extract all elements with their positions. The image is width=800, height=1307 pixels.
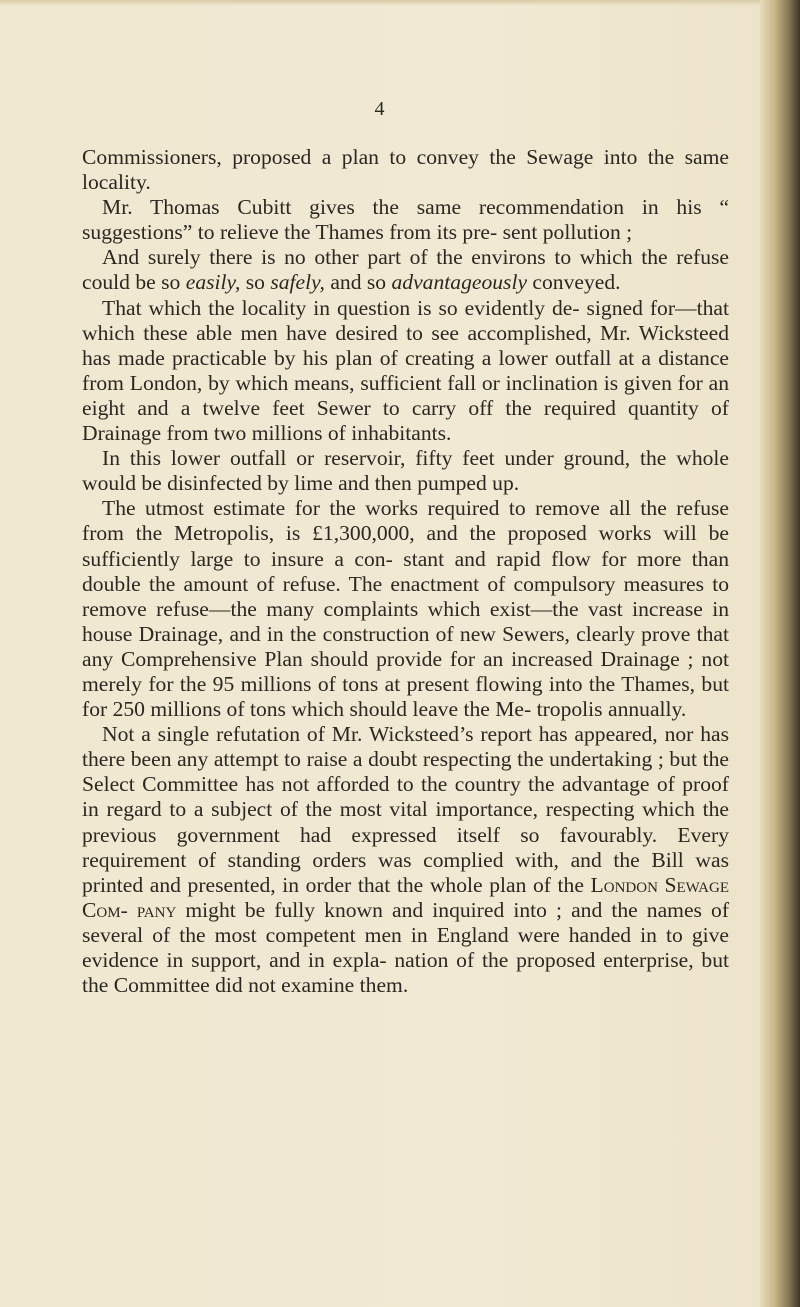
page-number: 4 [374,98,386,120]
paragraph-3-text-b: so [240,270,271,295]
page-top-edge [0,0,800,6]
emphasis-easily: easily, [185,270,241,295]
paragraph-4: That which the locality in question is so evidently de- signed for—that which these able men have desired to see accomplished, Mr. Wicksteed has made practicable by his plan of creating a lower outfall at a distance from London, by which means, sufficient fall or inclination is given for an eight and a twelve feet Sewer to carry off the required quantity of Drainage from two millions of inhabitants. [82,295,729,446]
paragraph-3 [82,245,729,295]
paragraph-7-text-b: might be fully known and inquired into ; and the names of several of the most competent men in England were handed in to give evidence in support, and in expla- nation of the proposed enterprise, but the Committee did not examine them. [82,897,730,998]
body-text [82,145,729,998]
emphasis-safely: safely, [270,270,325,295]
paragraph-7-text-a: Not a single refutation of Mr. Wicksteed’s report has appeared, nor has there been any attempt to raise a doubt respecting the undertaking ; but the Select Committee has not afforded to the country the advantage of proof in regard to a subject of the most vital importance, respecting which the previous government had expressed itself so favourably. Every requirement of standing orders was complied with, and the Bill was printed and presented, in order that the whole plan of the [82,722,729,897]
paragraph-3-text-c: and so [324,270,392,295]
paragraph-3-text-d: conveyed. [527,270,621,295]
paragraph-6: The utmost estimate for the works required to remove all the refuse from the Metropolis, is £1,300,000, and the proposed works will be sufficiently large to insure a con- stant and rapid flow for more than double the amount of refuse. The enactment of compulsory measures to remove refuse—the many complaints which exist—the vast increase in house Drainage, and in the construction of new Sewers, clearly prove that any Comprehensive Plan should provide for an increased Drainage ; not merely for the 95 millions of tons at present flowing into the Thames, but for 250 millions of tons which should leave the Me- tropolis annually. [82,496,729,722]
paragraph-3-text-a: And surely there is no other part of the environs to which the refuse could be so [82,245,729,295]
paragraph-5: In this lower outfall or reservoir, fifty feet under ground, the whole would be disinfected by lime and then pumped up. [82,446,729,496]
paragraph-2: Mr. Thomas Cubitt gives the same recommendation in his “ suggestions” to relieve the Thames from its pre- sent pollution ; [82,195,729,245]
emphasis-advantageously: advantageously [391,270,528,295]
paragraph-1: Commissioners, proposed a plan to convey the Sewage into the same locality. [82,145,729,195]
paragraph-7 [82,722,729,998]
page-gutter-shadow [760,0,800,1307]
company-name-small-caps: London Sewage Com- pany [82,872,729,922]
